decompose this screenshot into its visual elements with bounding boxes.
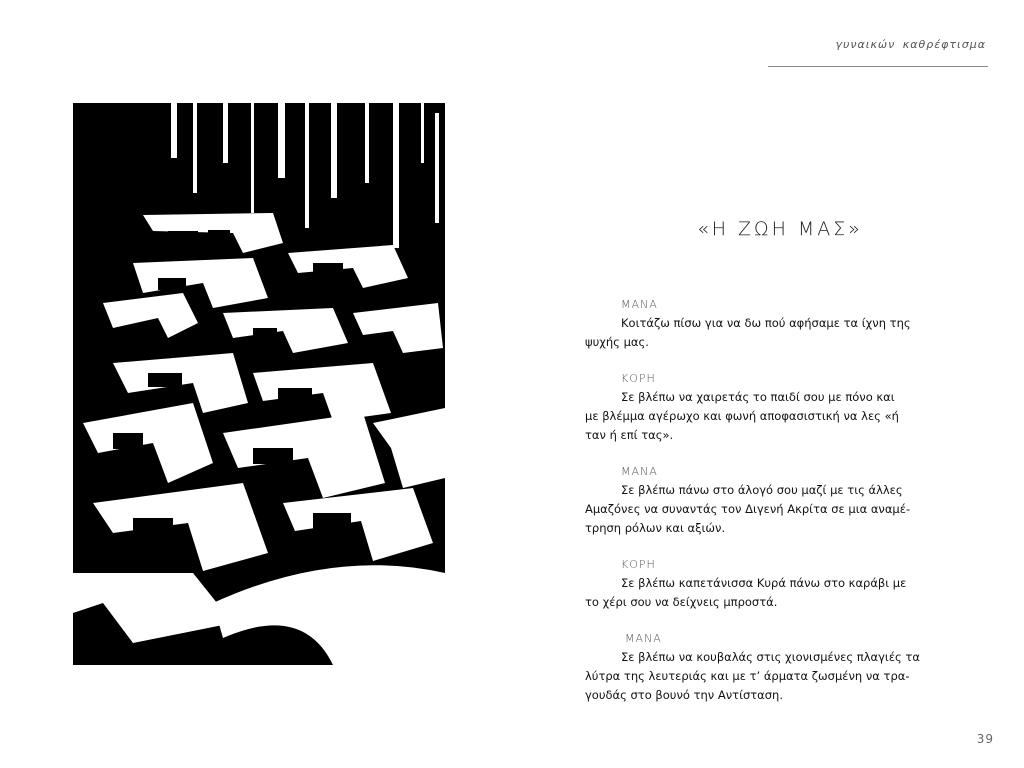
linocut-cars-image xyxy=(73,103,445,665)
stanza xyxy=(585,462,953,538)
poem-line: με βλέμμα αγέρωχο και φωνή αποφασιστική να λες «ή xyxy=(585,409,899,423)
speaker-label: ΜΑΝΑ xyxy=(621,298,658,311)
stanza xyxy=(585,295,953,352)
poem-line: λύτρα της λευτεριάς και με τ’ άρματα ζωσμένη να τρα- xyxy=(585,669,910,683)
poem-line: Σε βλέπω να χαιρετάς το παιδί σου με πόνο και xyxy=(621,390,895,404)
poem-body xyxy=(585,295,953,722)
stanza xyxy=(585,369,953,445)
poem-line: γουδάς στο βουνό την Αντίσταση. xyxy=(585,688,783,702)
poem-line: τρηση ρόλων και αξιών. xyxy=(585,521,726,535)
poem-line: ταν ή επί τας». xyxy=(585,428,674,442)
poem-line: ψυχής μας. xyxy=(585,335,649,349)
poem-title: «Η ΖΩΗ ΜΑΣ» xyxy=(697,218,863,240)
speaker-label: ΚΟΡΗ xyxy=(621,372,656,385)
header-rule xyxy=(768,66,988,67)
poem-line: Σε βλέπω καπετάνισσα Κυρά πάνω στο καράβι με xyxy=(621,576,907,590)
page-number: 39 xyxy=(976,732,994,746)
linocut-artwork xyxy=(73,103,445,665)
speaker-label: ΜΑΝΑ xyxy=(625,632,662,645)
speaker-label: ΚΟΡΗ xyxy=(621,558,656,571)
poem-line: Σε βλέπω πάνω στο άλογό σου μαζί με τις άλλες xyxy=(621,483,903,497)
poem-line: Σε βλέπω να κουβαλάς στις χιονισμένες πλαγιές τα xyxy=(621,650,920,664)
poem-line: Κοιτάζω πίσω για να δω πού αφήσαμε τα ίχνη της xyxy=(621,316,911,330)
stanza xyxy=(585,555,953,612)
poem-line: το χέρι σου να δείχνεις μπροστά. xyxy=(585,595,778,609)
stanza xyxy=(585,629,953,705)
poem-line: Αμαζόνες να συναντάς τον Διγενή Ακρίτα σε μια αναμέ- xyxy=(585,502,911,516)
running-header: γυναικών καθρέφτισμα xyxy=(835,38,986,51)
speaker-label: ΜΑΝΑ xyxy=(621,465,658,478)
